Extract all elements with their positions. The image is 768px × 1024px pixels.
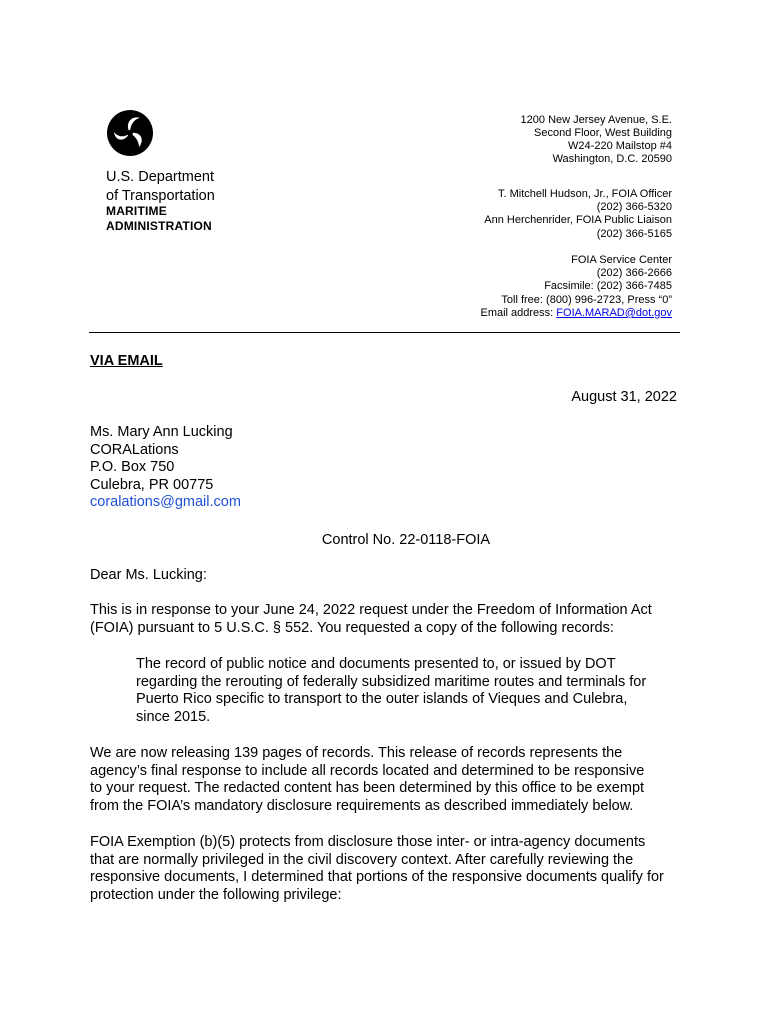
address-line: 1200 New Jersey Avenue, S.E. [520, 114, 672, 126]
paragraph-line: This is in response to your June 24, 2022 request under the Freedom of Information Act [90, 602, 652, 618]
department-name-line-1: U.S. Department [106, 169, 214, 185]
administration-name-line-1: MARITIME [106, 204, 167, 218]
service-line: (202) 366-2666 [596, 267, 672, 279]
paragraph-line: We are now releasing 139 pages of records. This release of records represents the [90, 745, 623, 761]
quote-line: since 2015. [136, 708, 211, 725]
paragraph-line: protection under the following privilege: [90, 886, 342, 903]
contact-line: T. Mitchell Hudson, Jr., FOIA Officer [497, 188, 672, 200]
service-line: Toll free: (800) 996-2723, Press “0” [501, 294, 672, 306]
paragraph-line: to your request. The redacted content has been determined by this office to be exempt [90, 780, 645, 797]
address-line: W24-220 Mailstop #4 [568, 140, 672, 152]
recipient-email: coralations@gmail.com [90, 494, 241, 511]
paragraph-line: (FOIA) pursuant to 5 U.S.C. § 552. You requested a copy of the following records: [90, 619, 614, 636]
email-label: Email address: [480, 307, 557, 319]
department-name-line-2: of Transportation [106, 188, 215, 204]
address-line: Second Floor, West Building [534, 127, 672, 139]
paragraph-3 [90, 834, 690, 904]
quote-line: regarding the rerouting of federally subsidized maritime routes and terminals for [136, 673, 647, 690]
paragraph-line: from the FOIA’s mandatory disclosure requirements as described immediately below. [90, 797, 634, 814]
contact-line: (202) 366-5165 [596, 228, 672, 240]
foia-email-link[interactable]: FOIA.MARAD@dot.gov [556, 307, 672, 319]
service-line: FOIA Service Center [571, 254, 672, 266]
quote-line: Puerto Rico specific to transport to the outer islands of Vieques and Culebra, [136, 691, 628, 708]
dot-triskelion-logo [106, 109, 154, 157]
paragraph-line: agency’s final response to include all records located and determined to be responsive [90, 762, 645, 779]
paragraph-line: that are normally privileged in the civil discovery context. After carefully reviewing the [90, 851, 634, 868]
letterhead-divider [89, 332, 680, 333]
delivery-method: VIA EMAIL [90, 353, 163, 369]
control-number: Control No. 22-0118-FOIA [321, 532, 491, 548]
service-line: Facsimile: (202) 366-7485 [544, 280, 672, 292]
quote-line: The record of public notice and documents presented to, or issued by DOT [136, 656, 616, 672]
contact-line: Ann Herchenrider, FOIA Public Liaison [484, 214, 672, 226]
paragraph-line: FOIA Exemption (b)(5) protects from disclosure those inter- or intra-agency documents [90, 834, 646, 850]
recipient-line: P.O. Box 750 [90, 459, 175, 476]
recipient-line: CORALations [90, 441, 179, 458]
letter-date: August 31, 2022 [571, 389, 677, 405]
contact-line: (202) 366-5320 [596, 201, 672, 213]
paragraph-2 [90, 745, 690, 815]
paragraph-line: responsive documents, I determined that portions of the responsive documents qualify for [90, 869, 664, 886]
address-line: Washington, D.C. 20590 [552, 153, 672, 165]
email-line [480, 307, 672, 320]
recipient-address [90, 424, 241, 512]
paragraph-1 [90, 602, 690, 637]
quoted-request [136, 656, 696, 726]
recipient-line: Ms. Mary Ann Lucking [90, 424, 233, 440]
administration-name-line-2: ADMINISTRATION [106, 219, 212, 233]
recipient-line: Culebra, PR 00775 [90, 476, 214, 493]
salutation: Dear Ms. Lucking: [90, 567, 207, 583]
